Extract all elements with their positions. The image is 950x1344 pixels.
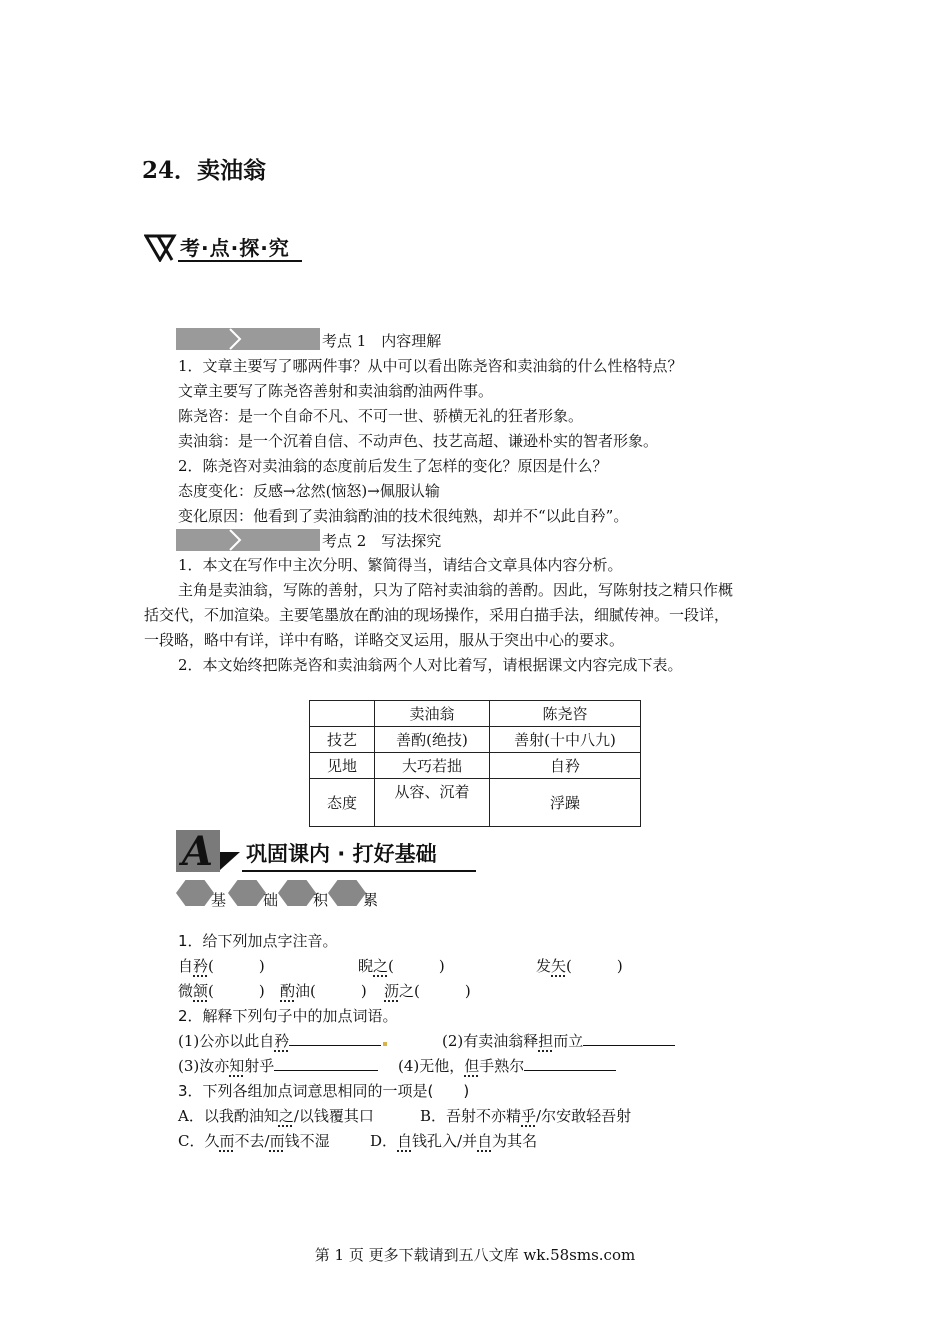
dotted-char: 而 — [269, 1132, 285, 1150]
dotted-char: 自 — [477, 1132, 493, 1150]
table-cell: 陈尧咨 — [490, 701, 641, 727]
text: (2)有卖油翁释 — [442, 1032, 539, 1050]
sub-banner-char: 积 — [313, 891, 329, 909]
table-cell: 善射(十中八九) — [490, 727, 641, 753]
dotted-char: 矜 — [274, 1032, 290, 1050]
pinyin-item — [384, 979, 471, 1004]
pinyin-item — [178, 954, 265, 979]
table-cell: 自矜 — [490, 753, 641, 779]
kd1-banner-bar — [176, 328, 320, 350]
text: 微 — [178, 982, 194, 1000]
text: 钱孔入/并 — [412, 1132, 478, 1150]
definition-item — [178, 1054, 378, 1079]
text: (1)公亦以此自 — [178, 1032, 275, 1050]
kd2-label: 考点 2 写法探究 — [322, 532, 442, 550]
page-title: 24．卖油翁 — [142, 157, 267, 184]
dotted-char: 沥 — [384, 982, 400, 1000]
hex-badge — [328, 880, 366, 906]
kd2-question: 2．本文始终把陈尧咨和卖油翁两个人对比着写，请根据课文内容完成下表。 — [178, 656, 683, 674]
question-2-stem: 2．解释下列句子中的加点词语。 — [178, 1007, 398, 1025]
table-row — [310, 701, 641, 727]
text: /以钱覆其口 — [293, 1107, 374, 1125]
dotted-char: 但 — [464, 1057, 480, 1075]
dotted-char: 酌 — [280, 982, 296, 1000]
letter-a-logo: A — [182, 828, 214, 875]
text: C．久 — [178, 1132, 220, 1150]
table-cell: 见地 — [310, 753, 375, 779]
kd1-line: 文章主要写了陈尧咨善射和卖油翁酌油两件事。 — [178, 382, 494, 400]
kd2-paragraph: 主角是卖油翁，写陈的善射，只为了陪衬卖油翁的善酌。因此，写陈射技之精只作概 — [178, 581, 734, 599]
text: 自 — [178, 957, 194, 975]
dotted-char: 颔 — [193, 982, 209, 1000]
dotted-char: 之 — [373, 957, 389, 975]
answer-blank[interactable]: ( ) — [388, 957, 445, 975]
page-footer: 第 1 页 更多下载请到五八文库 wk.58sms.com — [314, 1246, 636, 1264]
table-cell: 浮躁 — [490, 779, 641, 827]
kd1-line: 态度变化：反感→忿然(恼怒)→佩服认输 — [178, 482, 440, 500]
table-cell: 卖油翁 — [375, 701, 490, 727]
triangle-logo-icon — [144, 234, 180, 262]
dotted-char: 矢 — [551, 957, 567, 975]
question-1-stem: 1．给下列加点字注音。 — [178, 932, 338, 950]
text: 为其名 — [492, 1132, 538, 1150]
pinyin-item — [280, 979, 367, 1004]
pinyin-item — [536, 954, 623, 979]
cursor-mark — [383, 1042, 387, 1046]
kd2-paragraph: 括交代，不加渲染。主要笔墨放在酌油的现场操作，采用白描手法，细腻传神。一段详， — [144, 606, 730, 624]
answer-line[interactable] — [274, 1054, 378, 1071]
hex-badge — [176, 880, 214, 906]
text: A．以我酌油知 — [178, 1107, 279, 1125]
kd1-line: 陈尧咨：是一个自命不凡、不可一世、骄横无礼的狂者形象。 — [178, 407, 584, 425]
pinyin-item — [358, 954, 445, 979]
text: 发 — [536, 957, 552, 975]
answer-blank[interactable]: 油( ) — [295, 982, 367, 1000]
choice-d[interactable] — [370, 1129, 537, 1154]
table-row — [310, 753, 641, 779]
text: 射乎 — [244, 1057, 275, 1075]
comparison-table — [309, 700, 641, 827]
table-cell: 善酌(绝技) — [375, 727, 490, 753]
text: (4)无他， — [398, 1057, 465, 1075]
hex-badge — [278, 880, 316, 906]
answer-blank[interactable]: 之( ) — [399, 982, 471, 1000]
kd2-paragraph: 一段略，略中有详，详中有略，详略交叉运用，服从于突出中心的要求。 — [144, 631, 625, 649]
sub-banner-char: 累 — [363, 891, 379, 909]
text: /尔安敢轻吾射 — [536, 1107, 632, 1125]
text: 而立 — [553, 1032, 584, 1050]
table-cell: 技艺 — [310, 727, 375, 753]
text: 睨 — [358, 957, 374, 975]
sub-banner-char: 础 — [263, 891, 279, 909]
kd1-label: 考点 1 内容理解 — [322, 332, 442, 350]
dotted-char: 知 — [229, 1057, 245, 1075]
choice-b[interactable] — [420, 1104, 631, 1129]
dotted-char: 之 — [278, 1107, 294, 1125]
question-3-stem: 3．下列各组加点词意思相同的一项是( ) — [178, 1082, 470, 1100]
dotted-char: 而 — [219, 1132, 235, 1150]
text: (3)汝亦 — [178, 1057, 230, 1075]
kd1-line: 2．陈尧咨对卖油翁的态度前后发生了怎样的变化？原因是什么？ — [178, 457, 608, 475]
table-row — [310, 779, 641, 827]
chevron-right-icon — [226, 328, 244, 350]
choice-a[interactable] — [178, 1104, 374, 1129]
table-cell: 态度 — [310, 779, 375, 827]
definition-item — [442, 1029, 675, 1054]
sub-banner-char: 基 — [211, 891, 227, 909]
table-cell: 大巧若拙 — [375, 753, 490, 779]
table-cell — [310, 701, 375, 727]
section-banner-text: 巩固课内 · 打好基础 — [246, 842, 437, 866]
section-banner-text: 考·点·探·究 — [180, 236, 290, 260]
answer-line[interactable] — [583, 1029, 675, 1046]
chevron-right-icon — [226, 529, 244, 551]
text: 手熟尔 — [479, 1057, 525, 1075]
kd1-line: 1．文章主要写了哪两件事？从中可以看出陈尧咨和卖油翁的什么性格特点？ — [178, 357, 683, 375]
table-cell: 从容、沉着 — [375, 779, 490, 827]
text: B．吾射不亦精 — [420, 1107, 522, 1125]
text: 不去/ — [234, 1132, 270, 1150]
dotted-char: 乎 — [521, 1107, 537, 1125]
dotted-char: 矜 — [193, 957, 209, 975]
section-banner-a — [176, 830, 476, 874]
definition-item — [178, 1029, 387, 1054]
dotted-char: 担 — [538, 1032, 554, 1050]
answer-line[interactable] — [524, 1054, 616, 1071]
answer-blank[interactable]: ( ) — [208, 957, 265, 975]
answer-blank[interactable]: ( ) — [208, 982, 265, 1000]
dotted-char: 自 — [397, 1132, 413, 1150]
section-banner-kaodian — [144, 232, 304, 264]
answer-line[interactable] — [289, 1029, 381, 1046]
table-row — [310, 727, 641, 753]
text: 钱不湿 — [284, 1132, 330, 1150]
choice-c[interactable] — [178, 1129, 330, 1154]
text: D． — [370, 1132, 398, 1150]
kd1-line: 变化原因：他看到了卖油翁酌油的技术很纯熟，却并不“以此自矜”。 — [178, 507, 629, 525]
answer-blank[interactable]: ( ) — [566, 957, 623, 975]
pinyin-item — [178, 979, 265, 1004]
kd2-question: 1．本文在写作中主次分明、繁简得当，请结合文章具体内容分析。 — [178, 556, 623, 574]
triangle-pointer-icon — [220, 852, 240, 870]
hex-badge — [228, 880, 266, 906]
definition-item — [398, 1054, 616, 1079]
kd2-banner-bar — [176, 529, 320, 551]
kd1-line: 卖油翁：是一个沉着自信、不动声色、技艺高超、谦逊朴实的智者形象。 — [178, 432, 659, 450]
